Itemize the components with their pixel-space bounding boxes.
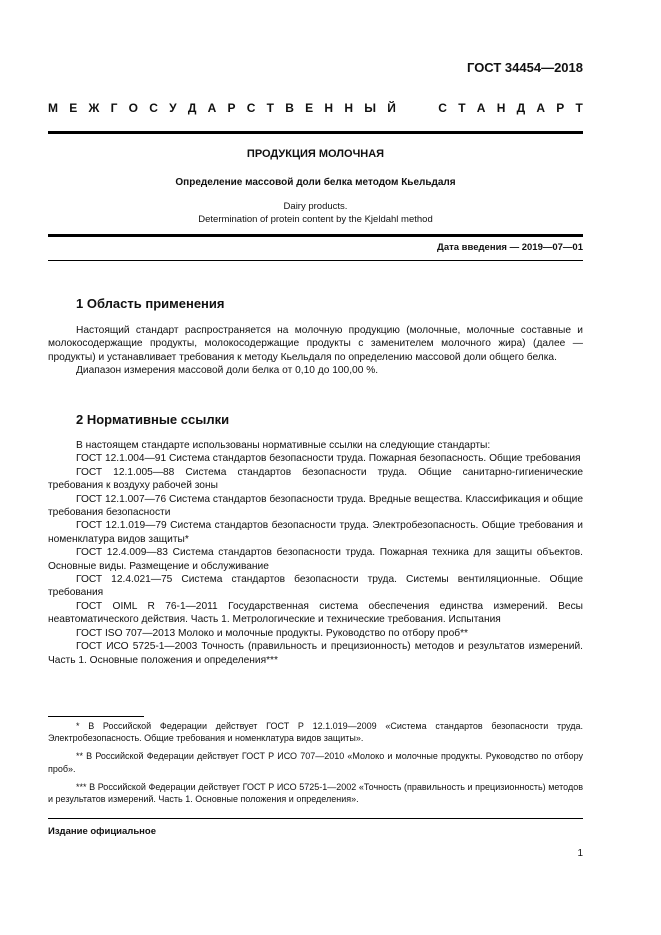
banner-letter: Е [305,101,314,115]
banner-letter: С [438,101,447,115]
reference-item: В настоящем стандарте использованы нормативные ссылки на следующие стандарты: [76,440,491,451]
banner-gap [407,101,427,115]
document-subtitle: Определение массовой доли белка методом Кьельдаля [175,177,456,188]
banner-letter: Н [324,101,334,115]
banner-letter: А [476,101,486,115]
banner-letter: С [246,101,256,115]
section-1-body [48,324,583,378]
introduction-date: Дата введения — 2019—07—01 [437,242,583,253]
banner-letter: А [207,101,217,115]
reference-item: ГОСТ OIML R 76-1—2011 Государственная система обеспечения единства измерений. Весы неавтоматического действия. Часть 1. Метрологические и технические требования. Испытания [48,600,583,626]
section-2-body [48,439,583,667]
footer-rule [48,818,583,819]
banner-letter: Г [110,101,118,115]
banner-letter: Й [387,101,396,115]
date-rule [48,260,583,261]
banner-letter: Т [458,101,466,115]
banner-letter: Е [69,101,78,115]
banner-letter: Т [266,101,275,115]
reference-item: ГОСТ ISO 707—2013 Молоко и молочные продукты. Руководство по отбору проб** [76,627,469,639]
banner-letter: Ж [88,101,100,115]
footnotes [48,720,583,811]
section-1-heading: 1 Область применения [76,296,225,311]
banner-letter: М [48,101,58,115]
english-title-line: Determination of protein content by the Kjeldahl method [198,214,433,225]
reference-item: ГОСТ ИСО 5725-1—2003 Точность (правильность и прецизионность) методов и результатов измерений. Часть 1. Основные положения и определения*** [48,641,583,666]
banner-letter: Д [516,101,526,115]
banner-letter: А [536,101,546,115]
banner-letter: Н [496,101,506,115]
english-title [48,200,583,226]
banner-letter: Р [227,101,236,115]
page-number: 1 [577,848,583,859]
standard-number: ГОСТ 34454—2018 [467,60,583,75]
official-edition-label: Издание официальное [48,826,156,837]
banner-letter: Ы [364,101,376,115]
reference-item: ГОСТ 12.1.005—88 Система стандартов безопасности труда. Общие санитарно-гигиенические требования к воздуху рабочей зоны [48,466,583,492]
footnote: *** В Российской Федерации действует ГОСТ Р ИСО 5725-1—2002 «Точность (правильность и прецизионность) методов и результатов измерений. Часть 1. Основные положения и определения». [48,781,583,805]
banner-letter: Д [187,101,197,115]
footnote-separator [48,716,144,717]
reference-item: ГОСТ 12.4.021—75 Система стандартов безопасности труда. Системы вентиляционные. Общие требования [48,574,583,599]
banner-letter: О [128,101,138,115]
title-rule [48,234,583,237]
banner-letter: Т [575,101,583,115]
reference-item: ГОСТ 12.1.004—91 Система стандартов безопасности труда. Пожарная безопасность. Общие требования [76,453,581,465]
header-rule [48,131,583,134]
banner-letter: В [285,101,294,115]
paragraph: Настоящий стандарт распространяется на молочную продукцию (молочные, молочные составные и молокосодержащие продукты, молокосодержащие продукты с заменителем молочного жира) (далее — продукты) и устанавливает требования к методу Кьельдаля по определению массовой доли общего белка. [48,325,583,363]
footnote: ** В Российской Федерации действует ГОСТ Р ИСО 707—2010 «Молоко и молочные продукты. Руководство по отбору проб». [48,751,583,774]
banner-letter: С [149,101,158,115]
document-title: ПРОДУКЦИЯ МОЛОЧНАЯ [246,148,385,160]
banner-letter: Р [556,101,565,115]
interstate-standard-banner [48,101,583,115]
section-2-heading: 2 Нормативные ссылки [76,412,230,427]
english-title-line: Dairy products. [283,201,348,212]
paragraph: Диапазон измерения массовой доли белка от 0,10 до 100,00 %. [76,365,379,377]
banner-letter: У [169,101,177,115]
reference-item: ГОСТ 12.1.019—79 Система стандартов безопасности труда. Электробезопасность. Общие требования и номенклатура видов защиты* [48,520,583,545]
banner-letter: Н [344,101,353,115]
reference-item: ГОСТ 12.4.009—83 Система стандартов безопасности труда. Пожарная техника для защиты объектов. Основные виды. Размещение и обслуживание [48,547,583,572]
footnote: * В Российской Федерации действует ГОСТ Р 12.1.019—2009 «Система стандартов безопасности труда. Электробезопасность. Общие требования и номенклатура видов защиты». [48,721,583,744]
reference-item: ГОСТ 12.1.007—76 Система стандартов безопасности труда. Вредные вещества. Классификация и общие требования безопасности [48,493,583,519]
